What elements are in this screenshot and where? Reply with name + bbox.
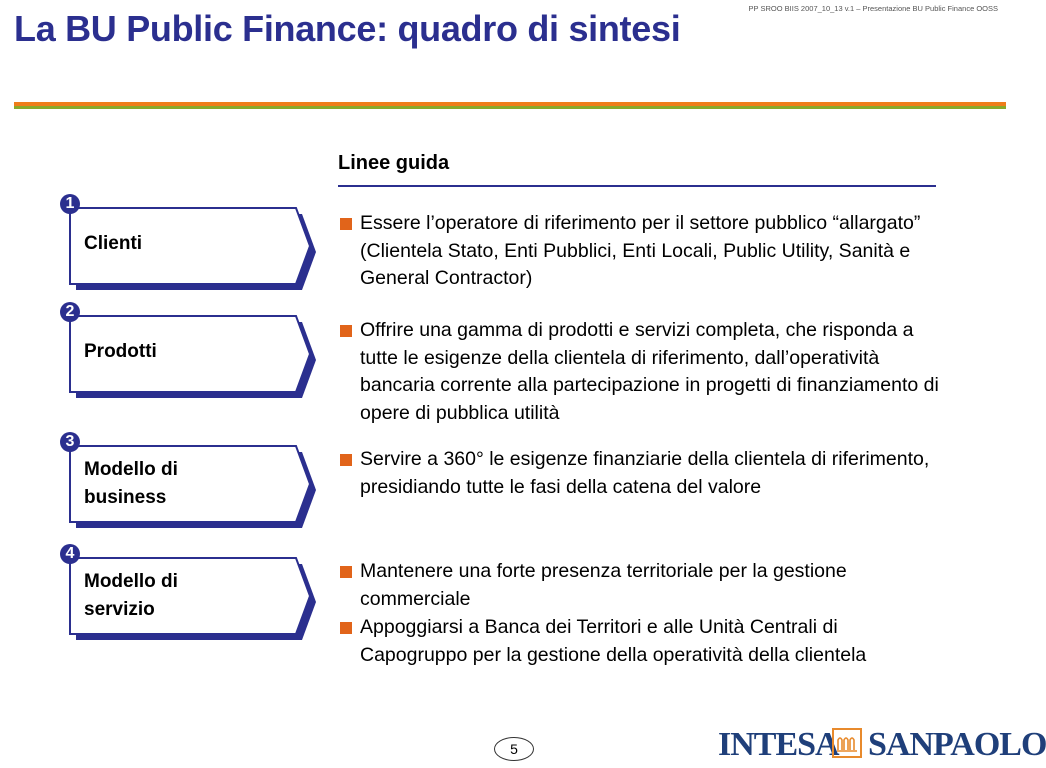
step-number-badge: 4 xyxy=(60,544,80,564)
logo-word-sanpaolo: SANPAOLO xyxy=(868,726,1046,763)
step-label-line2: business xyxy=(84,487,167,508)
bullet-text: Essere l’operatore di riferimento per il settore pubblico “allargato” (Clientela Stato, Enti Pubblici, Enti Locali, Public Utility, Sanità e General Contractor) xyxy=(360,212,921,289)
bullet-square-icon xyxy=(340,218,352,230)
bullet-text: Servire a 360° le esigenze finanziarie della clientela di riferimento, presidiando tutte le fasi della catena del valore xyxy=(360,448,930,498)
step-label: Prodotti xyxy=(84,341,157,362)
step-modello-business xyxy=(62,433,316,528)
step-label-line1: Modello di xyxy=(84,571,178,592)
step-label: Clienti xyxy=(84,233,143,254)
step-number-badge: 3 xyxy=(60,432,80,452)
bullet-square-icon xyxy=(340,566,352,578)
step-number-badge: 1 xyxy=(60,194,80,214)
logo-word-intesa: INTESA xyxy=(718,726,839,763)
document-reference: PP SROO BIIS 2007_10_13 v.1 – Presentazione BU Public Finance OOSS xyxy=(748,4,998,13)
guideline-bullet xyxy=(340,210,950,293)
bullet-text: Mantenere una forte presenza territoriale per la gestione commerciale xyxy=(360,560,847,610)
bank-emblem-icon xyxy=(832,728,862,758)
bullet-square-icon xyxy=(340,454,352,466)
bullet-square-icon xyxy=(340,622,352,634)
page-title: La BU Public Finance: quadro di sintesi xyxy=(14,8,681,49)
step-modello-servizio xyxy=(62,545,316,640)
guide-divider xyxy=(338,185,936,187)
bullet-text: Offrire una gamma di prodotti e servizi completa, che risponda a tutte le esigenze della clientela di riferimento, dall’operatività bancaria corrente alla partecipazione in progetti di finanziamento di opere di pubblica utilità xyxy=(360,319,939,424)
bullet-text: Appoggiarsi a Banca dei Territori e alle Unità Centrali di Capogruppo per la gestione della operatività della clientela xyxy=(360,616,867,666)
header-rule-green xyxy=(14,106,1006,109)
step-label-line2: servizio xyxy=(84,599,155,620)
step-clienti xyxy=(62,195,316,290)
step-prodotti xyxy=(62,303,316,398)
guideline-bullet xyxy=(340,614,950,669)
guideline-bullet xyxy=(340,446,950,501)
bullet-square-icon xyxy=(340,325,352,337)
intesa-sanpaolo-logo xyxy=(716,722,1046,768)
step-label-line1: Modello di xyxy=(84,459,178,480)
page-number: 5 xyxy=(494,737,534,761)
guide-title: Linee guida xyxy=(338,152,450,174)
guideline-bullet xyxy=(340,317,950,427)
guideline-bullet xyxy=(340,558,950,613)
step-number-badge: 2 xyxy=(60,302,80,322)
